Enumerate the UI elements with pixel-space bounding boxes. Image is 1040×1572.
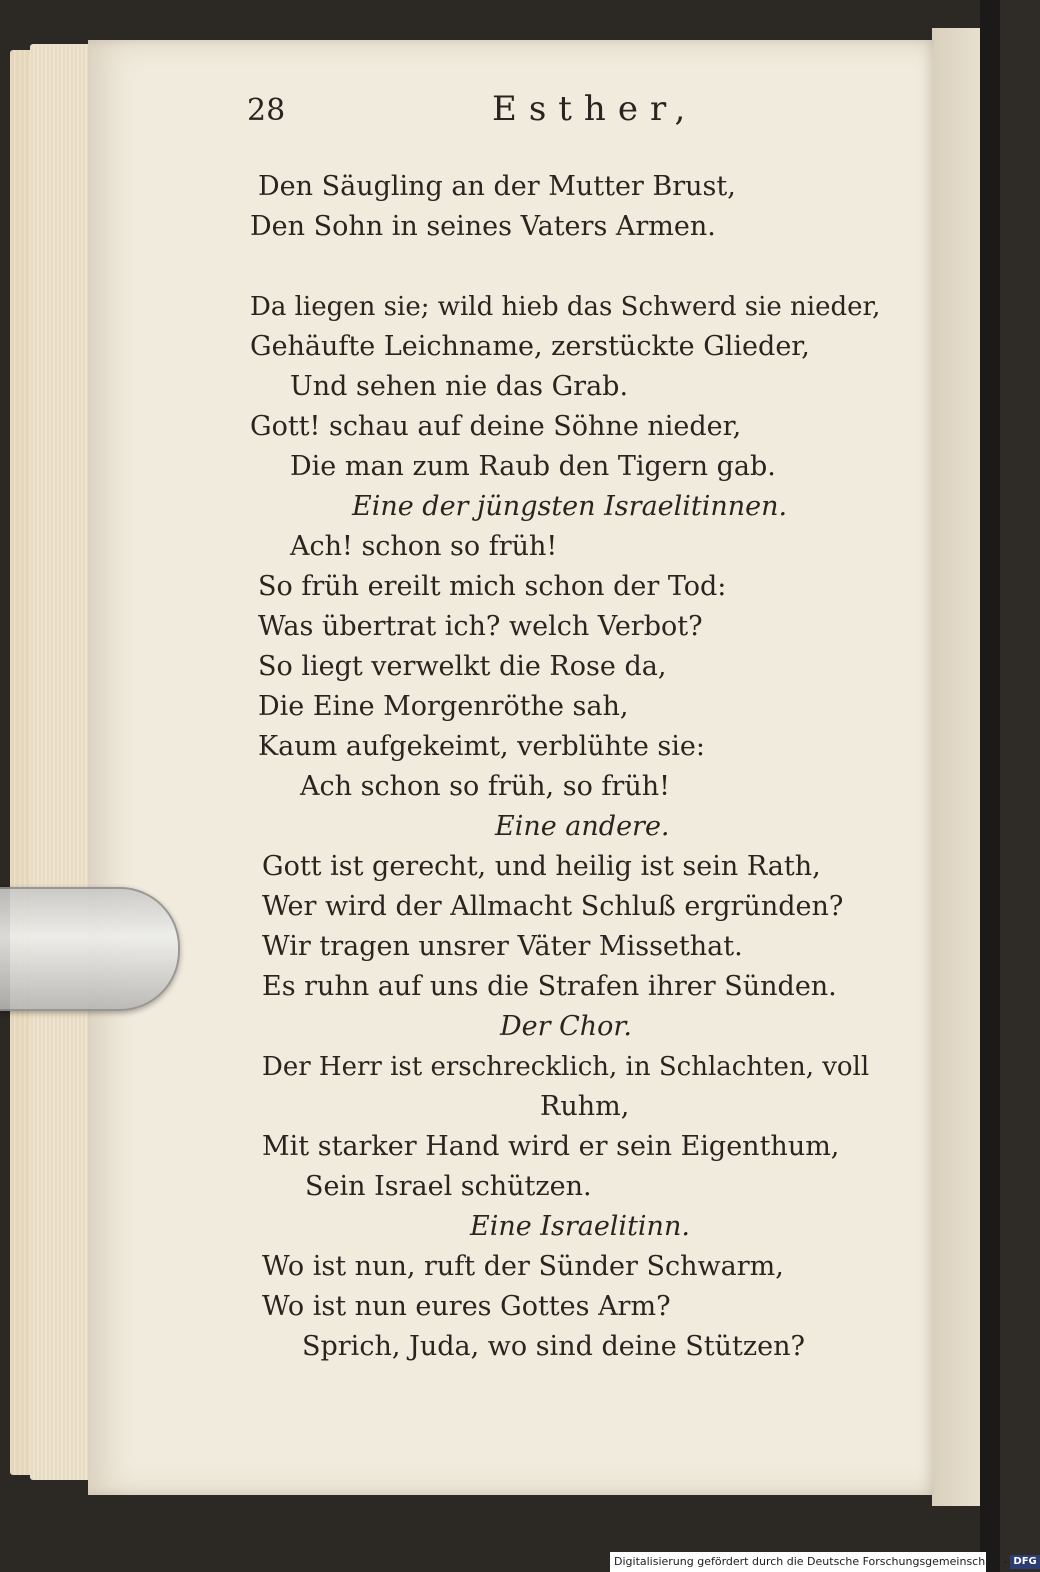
speaker-label: Eine Israelitinn. (470, 1211, 690, 1242)
text-line: Wer wird der Allmacht Schluß ergründen? (262, 891, 844, 922)
dfg-logo: DFG (1010, 1555, 1039, 1569)
credit-text: Digitalisierung gefördert durch die Deutsche Forschungsgemeinschaft - (614, 1555, 1008, 1568)
text-line: Ruhm, (540, 1091, 630, 1122)
text-line: Die man zum Raub den Tigern gab. (290, 451, 776, 482)
speaker-label: Eine der jüngsten Israelitinnen. (352, 491, 788, 522)
text-line: Gehäufte Leichname, zerstückte Glieder, (250, 331, 810, 362)
text-line: Und sehen nie das Grab. (290, 371, 629, 402)
text-line: So früh ereilt mich schon der Tod: (258, 571, 727, 602)
running-title: Esther, (492, 89, 698, 129)
text-line: Ach schon so früh, so früh! (300, 771, 670, 802)
text-line: Wo ist nun, ruft der Sünder Schwarm, (262, 1251, 784, 1282)
text-line: Wo ist nun eures Gottes Arm? (262, 1291, 671, 1322)
speaker-label: Der Chor. (500, 1011, 632, 1042)
page-number: 28 (247, 93, 286, 128)
text-line: Sprich, Juda, wo sind deine Stützen? (302, 1331, 805, 1362)
text-line: Kaum aufgekeimt, verblühte sie: (258, 731, 705, 762)
text-line: Den Säugling an der Mutter Brust, (258, 171, 736, 202)
digitization-credit (610, 1552, 1037, 1572)
text-line: Gott ist gerecht, und heilig ist sein Rath, (262, 851, 821, 882)
text-line: Mit starker Hand wird er sein Eigenthum, (262, 1131, 840, 1162)
text-line: Wir tragen unsrer Väter Missethat. (262, 931, 743, 962)
page-holder-clip (0, 887, 180, 1011)
text-line: Es ruhn auf uns die Strafen ihrer Sünden. (262, 971, 837, 1002)
text-line: Die Eine Morgenröthe sah, (258, 691, 629, 722)
text-line: Was übertrat ich? welch Verbot? (258, 611, 703, 642)
text-line: Ach! schon so früh! (290, 531, 558, 562)
text-line: So liegt verwelkt die Rose da, (258, 651, 667, 682)
text-line: Gott! schau auf deine Söhne nieder, (250, 411, 742, 442)
text-line: Den Sohn in seines Vaters Armen. (250, 211, 716, 242)
speaker-label: Eine andere. (495, 811, 670, 842)
text-line: Da liegen sie; wild hieb das Schwerd sie nieder, (250, 292, 881, 322)
text-line: Der Herr ist erschrecklich, in Schlachten, voll (262, 1052, 870, 1082)
text-line: Sein Israel schützen. (305, 1171, 592, 1202)
